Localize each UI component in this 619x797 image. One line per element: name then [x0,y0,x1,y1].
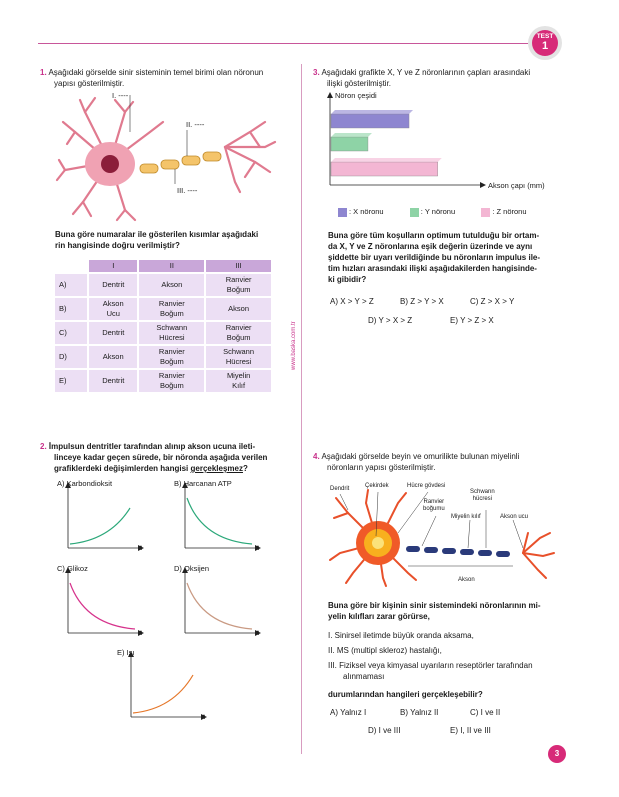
q4-item-3-cont: alınmaması [343,672,385,681]
q3-option-b[interactable]: B) Z > Y > X [400,297,444,306]
q3-prompt [328,230,573,285]
table-cell: Akson [139,274,204,296]
graph-c-label: C) Glikoz [57,564,88,573]
label-hucre-govdesi: Hücre gövdesi [407,483,446,489]
q4-item-3: III. Fiziksel veya kimyasal uyarıların reseptörler tarafından [328,661,533,670]
site-url: www.baska.com.tr [291,321,297,370]
graph-b-label: B) Harcanan ATP [174,479,232,488]
q4-option-b[interactable]: B) Yalnız II [400,708,439,717]
q1-text-line1: Aşağıdaki görselde sinir sisteminin temel birimi olan nöronun [48,68,264,77]
legend-label-z: : Z nöronu [492,207,527,216]
table-cell: Miyelin Kılıf [206,370,271,392]
table-cell: Dentrit [89,322,137,344]
q4-prompt [328,600,573,622]
q4-option-d[interactable]: D) I ve III [368,726,401,735]
table-header-II: II [139,260,204,272]
graph-d-t: t [257,628,260,637]
table-cell: Schwann Hücresi [206,346,271,368]
option-label: E) [55,370,87,392]
graph-c-t: t [140,628,143,637]
table-header-row [55,260,271,272]
graph-d-label: D) Oksijen [174,564,210,573]
q3-bar-chart [322,90,572,195]
q4-item-2: II. MS (multipl skleroz) hastalığı, [328,646,442,655]
q3-number: 3. [313,68,320,77]
q2-text-line1: İmpulsun dentritler tarafından alınıp akson ucuna ileti- [48,442,256,451]
q4-prompt-line1: Buna göre bir kişinin sinir sistemindeki nöronlarının mi- [328,601,541,610]
legend-label-x: : X nöronu [349,207,384,216]
q4-number: 4. [313,452,320,461]
option-label: D) [55,346,87,368]
q3-prompt-line2: da X, Y ve Z nöronlarına eşik değerin üzerinde ve aynı [328,242,533,251]
q3-text-line1: Aşağıdaki grafikte X, Y ve Z nöronlarının çapları arasındaki [321,68,531,77]
graph-a-label: A) Karbondioksit [57,479,113,488]
q3-prompt-line1: Buna göre tüm koşulların optimum tutulduğu bir ortam- [328,231,540,240]
label-ranvier: Ranvier boğumu [423,499,445,512]
legend-swatch-y [410,208,419,217]
q4-closing: durumlarından hangileri gerçekleşebilir? [328,690,483,699]
table-cell: Dentrit [89,370,137,392]
q3-stem [313,67,573,89]
q3-legend [338,207,527,217]
graph-a-t: t [140,543,143,552]
q1-prompt-line1: Buna göre numaralar ile gösterilen kısımlar aşağıdaki [55,230,259,239]
q3-option-a[interactable]: A) X > Y > Z [330,297,374,306]
test-label: TEST [536,33,554,40]
table-cell: Ranvier Boğum [139,370,204,392]
table-cell: Ranvier Boğum [139,346,204,368]
page-number: 3 [548,745,566,763]
table-cell: Akson [206,298,271,320]
q4-option-c[interactable]: C) I ve II [470,708,501,717]
table-header-I: I [89,260,137,272]
q3-prompt-line5: ki gibidir? [328,275,367,284]
q1-label-III: III. ---- [177,186,198,195]
legend-swatch-x [338,208,347,217]
q2-stem [40,441,298,474]
label-cekirdek: Çekirdek [365,483,389,489]
q2-number: 2. [40,442,47,451]
table-header-III: III [206,260,271,272]
myelinated-neuron-illustration [328,478,558,588]
label-miyelin: Miyelin kılıf [451,514,481,520]
q3-prompt-line4: tim hızları arasındaki ilişki aşağıdakilerden hangisinde- [328,264,537,273]
neuron-illustration [55,92,280,222]
option-label: A) [55,274,87,296]
q2-qmark: ? [242,464,248,473]
q3-option-d[interactable]: D) Y > X > Z [368,316,413,325]
label-akson: Akson [458,577,475,583]
table-cell: Ranvier Boğum [139,298,204,320]
graph-e-label: E) Isı [117,648,135,657]
q1-prompt [55,229,295,251]
q4-stem [313,451,573,473]
q4-prompt-line2: yelin kılıfları zarar görürse, [328,612,430,621]
q3-y-label: Nöron çeşidi [335,91,377,100]
bar-y [331,137,368,151]
legend-swatch-z [481,208,490,217]
table-cell: Ranvier Boğum [206,274,271,296]
q1-answer-table [53,258,273,394]
q4-text-line1: Aşağıdaki görselde beyin ve omurilikte bulunan miyelinli [321,452,520,461]
q2-text-line3: grafiklerdeki değişimlerden hangisi [54,464,191,473]
bar-top-0 [331,110,413,114]
q4-option-e[interactable]: E) I, II ve III [450,726,491,735]
table-row[interactable] [55,298,271,320]
bar-top-2 [331,158,442,162]
header-rule [38,43,528,44]
label-akson-ucu: Akson ucu [500,514,529,520]
table-cell: Akson Ucu [89,298,137,320]
table-cell: Dentrit [89,274,137,296]
table-cell: Schwann Hücresi [139,322,204,344]
bar-top-1 [331,133,372,137]
q3-text-line2: ilişki gösterilmiştir. [327,79,392,88]
q1-text-line2: yapısı gösterilmiştir. [54,79,125,88]
q2-emphasis: gerçekleşmez [190,464,243,473]
graph-b-t: t [257,543,260,552]
bar-z [331,162,438,176]
option-label: B) [55,298,87,320]
table-cell: Ranvier Boğum [206,322,271,344]
q1-number: 1. [40,68,47,77]
bar-x [331,114,409,128]
q2-text-line2: linceye kadar geçen sürede, bir nöronda aşağıda verilen [54,453,268,462]
q4-option-a[interactable]: A) Yalnız I [330,708,367,717]
q3-option-c[interactable]: C) Z > X > Y [470,297,515,306]
q3-x-label: Akson çapı (mm) [488,181,545,190]
graph-e-t: t [203,712,206,721]
q4-item-1: I. Sinirsel iletimde büyük oranda aksama, [328,631,474,640]
table-row[interactable] [55,274,271,296]
q1-stem [40,67,295,89]
table-row[interactable] [55,370,271,392]
test-number-badge [532,30,558,56]
q3-prompt-line3: şiddette bir uyarı verildiğinde bu nöronların impulus ile- [328,253,541,262]
column-divider [301,64,302,754]
q1-label-I: I. ---- [112,91,129,100]
table-cell: Akson [89,346,137,368]
test-number: 1 [541,40,549,52]
label-schwann: Schwann hücresi [470,489,495,502]
legend-label-y: : Y nöronu [420,207,456,216]
label-dendrit: Dendrit [330,486,350,492]
table-row[interactable] [55,322,271,344]
table-row[interactable] [55,346,271,368]
q4-text-line2: nöronların yapısı gösterilmiştir. [327,463,436,472]
option-label: C) [55,322,87,344]
q3-option-e[interactable]: E) Y > Z > X [450,316,494,325]
q1-prompt-line2: rin hangisinde doğru verilmiştir? [55,241,180,250]
q1-label-II: II. ---- [186,120,205,129]
